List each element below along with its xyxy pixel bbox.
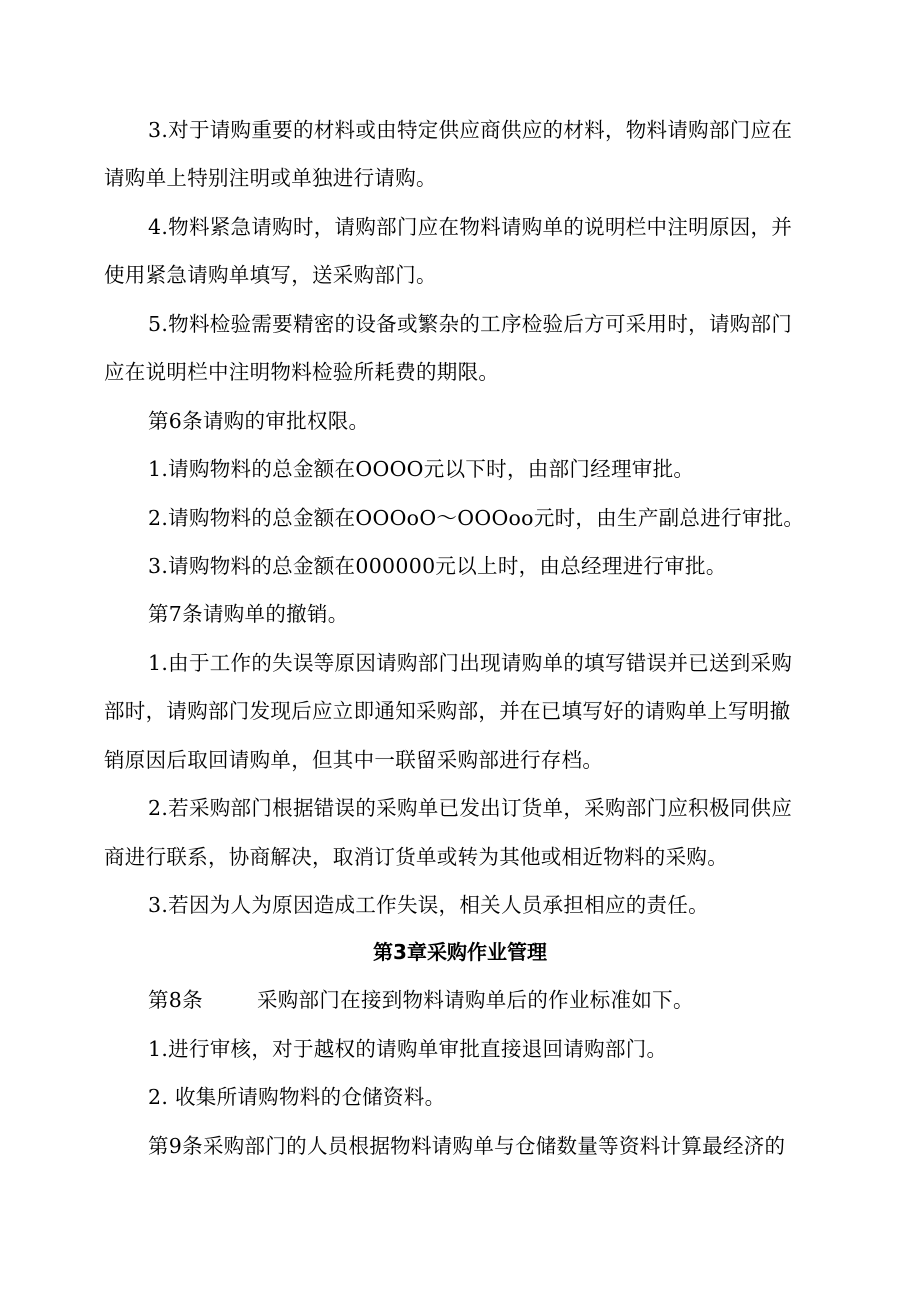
article-6-item-2: 2.请购物料的总金额在OOOoO～OOOoo元时，由生产副总进行审批。 (148, 506, 805, 530)
article-6-item-1: 1.请购物料的总金额在OOOO元以下时，由部门经理审批。 (148, 457, 695, 481)
article-6-title: 第6条请购的审批权限。 (148, 409, 370, 433)
article-8-text: 采购部门在接到物料请购单后的作业标准如下。 (256, 988, 694, 1012)
article-9-line-1: 第9条采购部门的人员根据物料请购单与仓储数量等资料计算最经济的 (148, 1134, 786, 1158)
article-7-item-2-line-2: 商进行联系，协商解决，取消订货单或转为其他或相近物料的采购。 (104, 845, 728, 869)
article-7-item-3: 3.若因为人为原因造成工作失误，相关人员承担相应的责任。 (148, 893, 709, 917)
article-6-item-3: 3.请购物料的总金额在000000元以上时，由总经理进行审批。 (148, 554, 727, 578)
paragraph-2-line-2: 使用紧急请购单填写，送采购部门。 (104, 263, 437, 287)
paragraph-3-line-2: 应在说明栏中注明物料检验所耗费的期限。 (104, 360, 500, 384)
article-8-line (148, 986, 694, 1014)
chapter-heading: 第3章采购作业管理 (373, 940, 547, 964)
paragraph-3-line-1: 5.物料检验需要精密的设备或繁杂的工序检验后方可采用时，请购部门 (148, 312, 793, 336)
paragraph-1-line-2: 请购单上特别注明或单独进行请购。 (104, 166, 437, 190)
article-7-item-2-line-1: 2.若采购部门根据错误的采购单已发出订货单，采购部门应积极同供应 (148, 796, 793, 820)
article-8-label: 第8条 (148, 988, 203, 1012)
paragraph-2-line-1: 4.物料紧急请购时，请购部门应在物料请购单的说明栏中注明原因，并 (148, 215, 793, 239)
article-7-title: 第7条请购单的撤销。 (148, 602, 349, 626)
article-7-item-1-line-1: 1.由于工作的失误等原因请购部门出现请购单的填写错误并已送到采购 (148, 651, 793, 675)
article-8-item-1: 1.进行审核，对于越权的请购单审批直接退回请购部门。 (148, 1037, 668, 1061)
paragraph-1-line-1: 3.对于请购重要的材料或由特定供应商供应的材料，物料请购部门应在 (148, 118, 793, 142)
article-7-item-1-line-3: 销原因后取回请购单，但其中一联留采购部进行存档。 (104, 748, 604, 772)
article-7-item-1-line-2: 部时，请购部门发现后应立即通知采购部，并在已填写好的请购单上写明撤 (104, 699, 791, 723)
article-8-item-2: 2. 收集所请购物料的仓储资料。 (148, 1085, 446, 1109)
